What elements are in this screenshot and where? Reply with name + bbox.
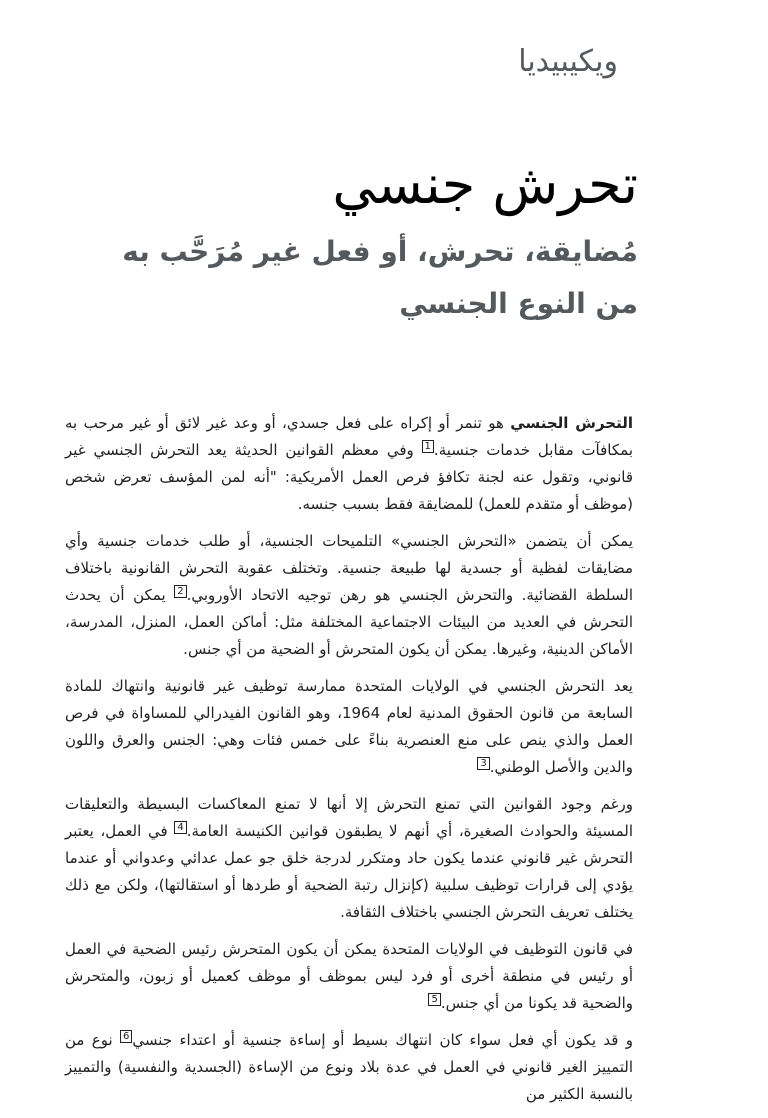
lead-term: التحرش الجنسي xyxy=(510,414,633,432)
paragraph-5 xyxy=(65,936,633,1017)
paragraph-text: يمكن أن يحدث التحرش في العديد من البيئات الاجتماعية المختلفة مثل: أماكن العمل، المنزل، المدرسة، الأماكن الدينية، وغيرها. يمكن أن يكون المتحرش أو الضحية من أي جنس. xyxy=(65,586,633,658)
paragraph-text: وفي معظم القوانين الحديثة يعد التحرش الجنسي غير قانوني، وتقول عنه لجنة تكافؤ فرص العمل الأمريكية: "أنه لمن المؤسف تعرض شخص (موظف أو متقدم للعمل) للمضايقة فقط بسبب جنسه. xyxy=(65,441,633,513)
page-title: تحرش جنسي xyxy=(332,153,638,216)
paragraph-1 xyxy=(65,410,633,518)
citation-link[interactable]: 1 xyxy=(422,441,434,452)
paragraph-text: ورغم وجود القوانين التي تمنع التحرش إلا أنها لا تمنع المعاكسات البسيطة والتعليقات المسيئة والحوادث الصغيرة، أي أنهم لا يطبقون قوانين الكنيسة العامة. xyxy=(65,795,633,840)
paragraph-text: يمكن أن يتضمن «التحرش الجنسي» التلميحات الجنسية، أو طلب خدمات جنسية وأي مضايقات لفظية أو جسدية لها طبيعة جنسية. وتختلف عقوبة التحرش القانونية باختلاف السلطة القضائية. والتحرش الجنسي هو رهن توجيه الاتحاد الأوروبي. xyxy=(65,532,633,604)
wikipedia-logo[interactable]: ويكيبيديا xyxy=(518,44,618,79)
article-body xyxy=(65,410,633,1118)
citation-link[interactable]: 6 xyxy=(120,1031,132,1042)
paragraph-text: يعد التحرش الجنسي في الولايات المتحدة ممارسة توظيف غير قانونية وانتهاك للمادة السابعة من قانون الحقوق المدنية لعام 1964، وهو القانون الفيدرالي للمساواة في فرص العمل والذي ينص على منع العنصرية بناءً على خمس فئات وهي: الجنس والعرق واللون والدين والأصل الوطني. xyxy=(65,677,633,776)
paragraph-text: هو تنمر أو إكراه على فعل جسدي، أو وعد غير لائق أو غير مرحب به بمكافآت مقابل خدمات جنسية. xyxy=(65,414,633,459)
paragraph-text: و قد يكون أي فعل سواء كان انتهاك بسيط أو إساءة جنسية أو اعتداء جنسي xyxy=(132,1031,633,1049)
paragraph-6 xyxy=(65,1027,633,1108)
paragraph-2 xyxy=(65,528,633,663)
paragraph-text: في العمل، يعتبر التحرش غير قانوني عندما يكون حاد ومتكرر لدرجة خلق جو عمل عدائي وعدواني أو عندما يؤدي إلى قرارات توظيف سلبية (كإنزال رتبة الضحية أو طردها أو استقالتها)، ولكن مع ذلك يختلف تعريف التحرش الجنسي باختلاف الثقافة. xyxy=(65,822,633,921)
citation-link[interactable]: 4 xyxy=(174,822,186,833)
paragraph-4 xyxy=(65,791,633,926)
paragraph-text: في قانون التوظيف في الولايات المتحدة يمكن أن يكون المتحرش رئيس الضحية في العمل أو رئيس في منطقة أخرى أو فرد ليس بموظف أو موظف كعميل أو زبون، والمتحرش والضحية قد يكونا من أي جنس. xyxy=(65,940,633,1012)
page-subtitle: مُضايقة، تحرش، أو فعل غير مُرَحَّب به من النوع الجنسي xyxy=(122,235,638,320)
paragraph-text: نوع من التمييز الغير قانوني في العمل في عدة بلاد ونوع من الإساءة (الجسدية والنفسية) والتمييز بالنسبة الكثير من xyxy=(65,1031,633,1103)
citation-link[interactable]: 2 xyxy=(174,586,186,597)
citation-link[interactable]: 3 xyxy=(477,758,489,769)
paragraph-3 xyxy=(65,673,633,781)
citation-link[interactable]: 5 xyxy=(428,994,440,1005)
